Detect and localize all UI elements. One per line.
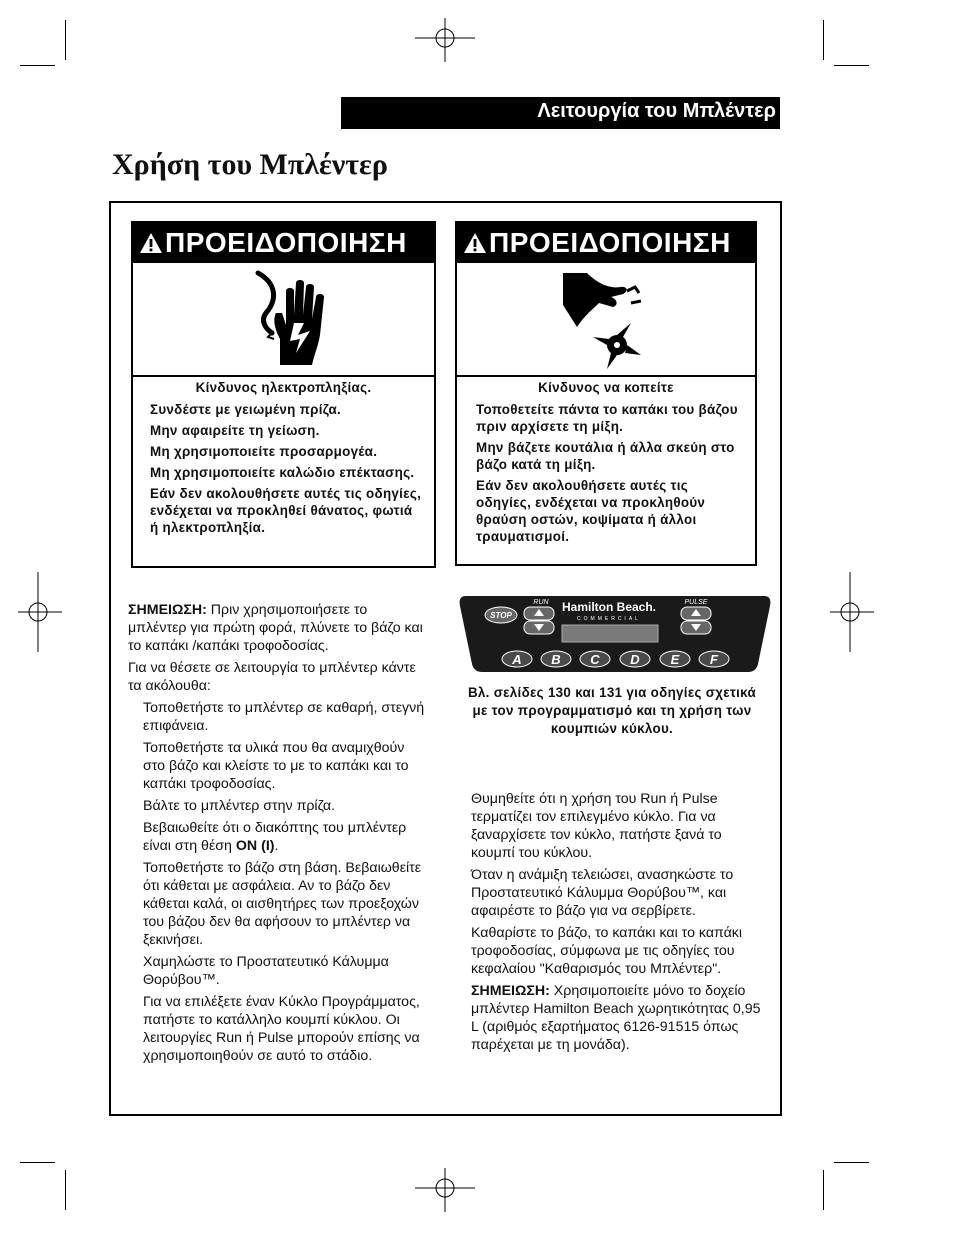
crop-mark xyxy=(65,1170,66,1210)
warning-line: Εάν δεν ακολουθήσετε αυτές τις οδηγίες, ενδέχεται να προκληθεί θάνατος, φωτιά ή ηλεκτροπληξία. xyxy=(150,486,422,535)
warning-pictogram-area xyxy=(457,263,755,377)
step-item: Τοποθετήστε το βάζο στη βάση. Βεβαιωθείτε ότι κάθεται με ασφάλεια. Αν το βάζο δεν κάθεται καλά, οι αισθητήρες των προεξοχών του βάζου δεν θα αφήσουν το μπλέντερ να ξεκινήσει. xyxy=(143,860,422,948)
note-paragraph: ΣΗΜΕΙΩΣΗ: Χρησιμοποιείτε μόνο το δοχείο μπλέντερ Hamilton Beach χωρητικότητας 0,95 L (αριθμός εξαρτήματος 6126-91515 όπως παρέχεται με τη μονάδα). xyxy=(471,983,761,1053)
registration-mark-right xyxy=(830,572,874,652)
section-title: Λειτουργία του Μπλέντερ xyxy=(537,100,776,122)
warning-line: Τοποθετείτε πάντα το καπάκι του βάζου πριν αρχίσετε τη μίξη. xyxy=(476,402,738,434)
crop-mark xyxy=(834,1162,869,1163)
warning-line: Μην αφαιρείτε τη γείωση. xyxy=(150,423,320,438)
registration-mark-left xyxy=(18,572,62,652)
brand-sub: COMMERCIAL xyxy=(577,616,641,622)
warning-box-cut xyxy=(455,221,757,566)
electric-shock-hand-icon xyxy=(236,269,332,369)
blade-hazard-hand-icon xyxy=(557,269,657,369)
svg-text:A: A xyxy=(512,652,522,667)
paragraph: Καθαρίστε το βάζο, το καπάκι και το καπάκι τροφοδοσίας, σύμφωνα με τις οδηγίες του κεφαλαίου "Καθαρισμός του Μπλέντερ". xyxy=(471,925,743,977)
step-item: Βεβαιωθείτε ότι ο διακόπτης του μπλέντερ είναι στη θέση ON (I). xyxy=(143,820,407,854)
crop-mark xyxy=(834,65,869,66)
warning-text-cut xyxy=(457,379,755,549)
note-paragraph: ΣΗΜΕΙΩΣΗ: Πριν χρησιμοποιήσετε το μπλέντερ για πρώτη φορά, πλύνετε το βάζο και το καπάκι /καπάκι τροφοδοσίας. xyxy=(128,602,423,654)
warning-line: Εάν δεν ακολουθήσετε αυτές τις οδηγίες, ενδέχεται να προκληθούν θραύση οστών, κοψίματα ή άλλοι τραυματισμοί. xyxy=(476,478,706,544)
svg-text:C: C xyxy=(590,652,600,667)
step-item: Για να επιλέξετε έναν Κύκλο Προγράμματος, πατήστε το κατάλληλο κουμπί κύκλου. Οι λειτουργίες Run ή Pulse μπορούν επίσης να χρησιμοποιηθούν σε αυτό το στάδιο. xyxy=(143,994,420,1064)
note-label: ΣΗΜΕΙΩΣΗ: xyxy=(471,983,550,999)
crop-mark xyxy=(20,65,55,66)
crop-mark xyxy=(65,20,66,60)
right-column xyxy=(471,790,767,1058)
left-column xyxy=(128,601,426,1069)
run-label: RUN xyxy=(533,599,549,606)
crop-mark xyxy=(20,1162,55,1163)
warning-box-electric xyxy=(131,221,436,568)
blender-control-panel xyxy=(456,594,774,674)
step-item: Τοποθετήστε το μπλέντερ σε καθαρή, στεγνή επιφάνεια. xyxy=(143,700,425,734)
warning-line: Μη χρησιμοποιείτε προσαρμογέα. xyxy=(150,444,378,459)
paragraph: Θυμηθείτε ότι η χρήση του Run ή Pulse τερματίζει τον επιλεγμένο κύκλο. Για να ξαναρχίσετε τον κύκλο, πατήστε ξανά το κουμπί του κύκλου. xyxy=(471,791,722,861)
svg-text:F: F xyxy=(710,652,718,667)
warning-pictogram-area xyxy=(133,263,434,377)
registration-mark-bottom xyxy=(415,1168,475,1212)
stop-label: STOP xyxy=(490,611,512,620)
svg-text:E: E xyxy=(670,652,680,667)
crop-mark xyxy=(823,20,824,60)
warning-title: Κίνδυνος ηλεκτροπληξίας. xyxy=(195,380,372,395)
warning-title: Κίνδυνος να κοπείτε xyxy=(538,380,674,395)
warning-line: Συνδέστε με γειωμένη πρίζα. xyxy=(150,402,342,417)
step-item: Βάλτε το μπλέντερ στην πρίζα. xyxy=(143,798,336,814)
step-item: Χαμηλώστε το Προστατευτικό Κάλυμμα Θορύβου™. xyxy=(143,954,389,988)
svg-text:B: B xyxy=(551,652,561,667)
warning-line: Μην βάζετε κουτάλια ή άλλα σκεύη στο βάζο κατά τη μίξη. xyxy=(476,440,735,472)
page-title: Χρήση του Μπλέντερ xyxy=(112,148,388,181)
warning-line: Μη χρησιμοποιείτε καλώδιο επέκτασης. xyxy=(150,465,415,480)
crop-mark xyxy=(823,1170,824,1210)
brand-logo: Hamilton Beach. xyxy=(561,600,657,614)
step-item: Τοποθετήστε τα υλικά που θα αναμιχθούν στο βάζο και κλείστε το με το καπάκι και το καπάκι τροφοδοσίας. xyxy=(143,740,409,792)
pulse-label: PULSE xyxy=(684,599,708,606)
paragraph: Όταν η ανάμιξη τελειώσει, ανασηκώστε το Προστατευτικό Κάλυμμα Θορύβου™, και αφαιρέστε το βάζο για να σερβίρετε. xyxy=(471,867,734,919)
display-screen xyxy=(562,625,658,642)
warning-heading: ΠΡΟΕΙΔΟΠΟΙΗΣΗ xyxy=(457,223,755,263)
warning-heading: ΠΡΟΕΙΔΟΠΟΙΗΣΗ xyxy=(133,223,434,263)
panel-caption: Βλ. σελίδες 130 και 131 για οδηγίες σχετικά με τον προγραμματισμό και τη χρήση των κουμπιών κύκλου. xyxy=(467,685,757,736)
registration-mark-top xyxy=(415,18,475,62)
warning-triangle-icon xyxy=(139,232,163,254)
note-label: ΣΗΜΕΙΩΣΗ: xyxy=(128,602,207,618)
svg-text:D: D xyxy=(630,652,640,667)
section-header-bar xyxy=(341,97,780,129)
warning-text-electric xyxy=(133,379,434,540)
warning-triangle-icon xyxy=(463,232,487,254)
intro-paragraph: Για να θέσετε σε λειτουργία το μπλέντερ κάντε τα ακόλουθα: xyxy=(128,660,416,694)
